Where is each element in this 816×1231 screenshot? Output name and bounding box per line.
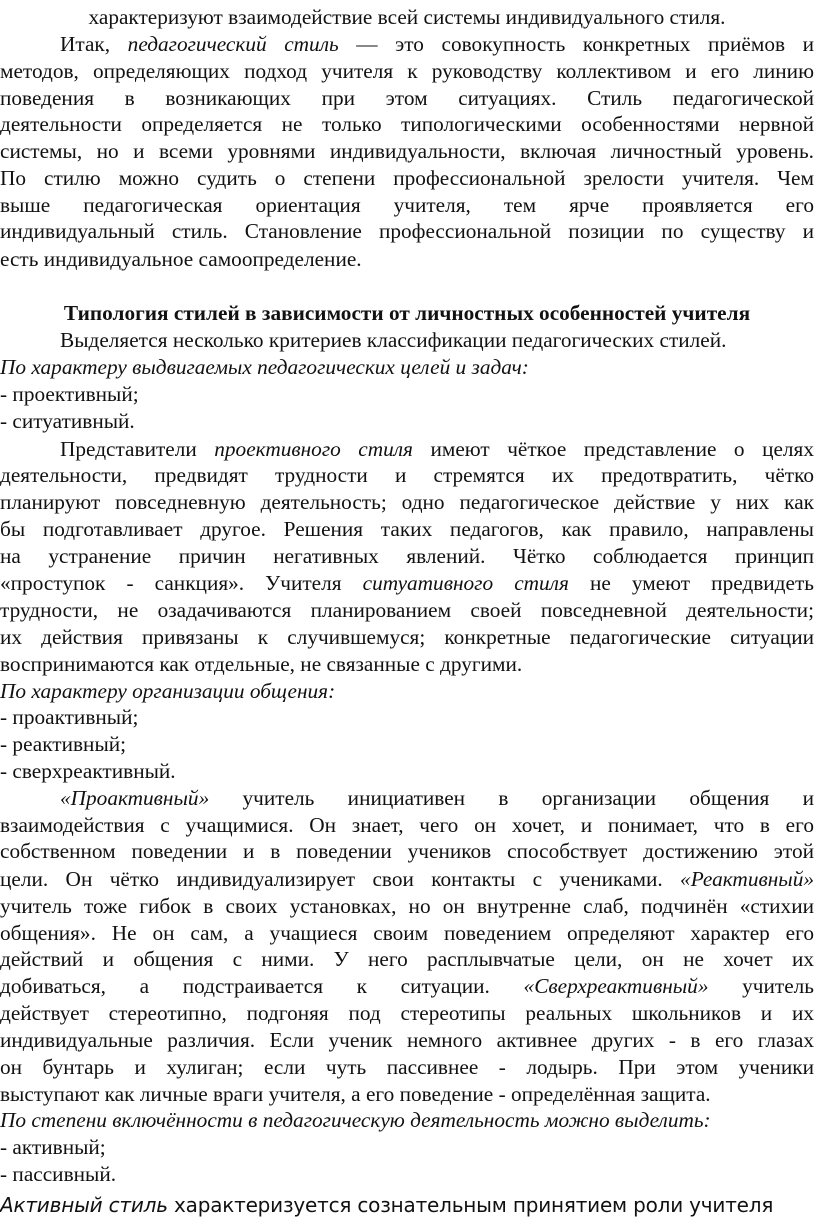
text-line xyxy=(0,543,814,570)
text-segment: учитель xyxy=(708,974,814,998)
text-line xyxy=(0,1134,814,1161)
italic-text-segment: По характеру организации общения: xyxy=(0,679,336,703)
text-line xyxy=(0,218,814,245)
text-segment: индивидуальные различия. Если ученик немного активнее других - в его глазах xyxy=(0,1028,814,1052)
text-line xyxy=(0,354,814,381)
text-line xyxy=(0,436,814,463)
italic-text-segment: По характеру выдвигаемых педагогических целей и задач: xyxy=(0,355,529,379)
text-segment: трудности, не озадачиваются планированием своей повседневной деятельности; xyxy=(0,598,814,622)
text-line xyxy=(0,893,814,920)
text-line xyxy=(0,408,814,435)
text-segment: не умеют предвидеть xyxy=(568,571,814,595)
text-segment: планируют повседневную деятельность; одно педагогическое действие у них как xyxy=(0,490,814,514)
text-line xyxy=(0,111,814,138)
text-line xyxy=(0,758,814,785)
text-segment: на устранение причин негативных явлений. Чётко соблюдается принцип xyxy=(0,544,814,568)
text-segment: собственном поведении и в поведении учеников способствует достижению этой xyxy=(0,839,814,863)
text-segment: деятельности, предвидят трудности и стремятся их предотвратить, чётко xyxy=(0,463,814,487)
text-segment: - сверхреактивный. xyxy=(0,759,176,783)
text-line xyxy=(0,946,814,973)
text-segment: бы подготавливает другое. Решения таких педагогов, как правило, направлены xyxy=(0,517,814,541)
italic-text-segment: проективного стиля xyxy=(214,437,413,461)
italic-text-segment: ситуативного стиля xyxy=(362,571,569,595)
text-segment: - реактивный; xyxy=(0,732,127,756)
text-line xyxy=(0,812,814,839)
text-segment: выступают как личные враги учителя, а его поведение - определённая защита. xyxy=(0,1082,711,1106)
text-line xyxy=(0,678,814,705)
text-line xyxy=(0,327,814,354)
text-segment: есть индивидуальное самоопределение. xyxy=(0,247,362,271)
text-segment: Представители xyxy=(60,437,215,461)
text-line xyxy=(0,85,814,112)
text-segment: действий и общения с ними. У него расплывчатые цели, он не хочет их xyxy=(0,947,814,971)
text-line xyxy=(0,4,814,31)
text-segment: индивидуальный стиль. Становление профессиональной позиции по существу и xyxy=(0,219,814,243)
text-line xyxy=(0,1107,814,1134)
text-line xyxy=(0,570,814,597)
text-segment: — это совокупность конкретных приёмов и xyxy=(338,32,815,56)
text-segment: он бунтарь и хулиган; если чуть пассивнее - лодырь. При этом ученики xyxy=(0,1055,814,1079)
text-line xyxy=(0,973,814,1000)
text-segment: учитель тоже гибок в своих установках, но он внутренне слаб, подчинён «стихии xyxy=(0,894,814,918)
text-line xyxy=(0,1054,814,1081)
text-segment: характеризуется сознательным принятием роли учителя xyxy=(167,1193,774,1217)
text-segment: деятельности определяется не только типологическими особенностями нервной xyxy=(0,112,814,136)
text-line xyxy=(0,1027,814,1054)
text-segment: поведения в возникающих при этом ситуациях. Стиль педагогической xyxy=(0,86,814,110)
text-segment: выше педагогическая ориентация учителя, тем ярче проявляется его xyxy=(0,193,814,217)
text-line xyxy=(0,462,814,489)
italic-text-segment: По степени включённости в педагогическую деятельность можно выделить: xyxy=(0,1108,711,1132)
italic-text-segment: «Реактивный» xyxy=(680,867,814,891)
text-segment: общения». Не он сам, а учащиеся своим поведением определяют характер его xyxy=(0,921,814,945)
text-segment: характеризуют взаимодействие всей системы индивидуального стиля. xyxy=(88,5,726,29)
text-segment: «проступок - санкция». Учителя xyxy=(0,571,363,595)
text-line xyxy=(0,1192,814,1219)
text-segment: имеют чёткое представление о целях xyxy=(412,437,815,461)
text-segment: воспринимаются как отдельные, не связанные с другими. xyxy=(0,652,523,676)
text-segment: - проективный; xyxy=(0,382,139,406)
text-segment: добиваться, а подстраивается к ситуации. xyxy=(0,974,524,998)
text-segment: Типология стилей в зависимости от личностных особенностей учителя xyxy=(63,301,751,325)
text-line xyxy=(0,192,814,219)
italic-text-segment: «Сверхреактивный» xyxy=(523,974,709,998)
text-line xyxy=(0,597,814,624)
italic-text-segment: «Проактивный» xyxy=(60,786,210,810)
text-line xyxy=(0,651,814,678)
text-segment: - пассивный. xyxy=(0,1162,117,1186)
text-line xyxy=(0,785,814,812)
text-line xyxy=(0,731,814,758)
text-line xyxy=(0,704,814,731)
text-line xyxy=(0,165,814,192)
text-line xyxy=(0,516,814,543)
text-segment: взаимодействия с учащимися. Он знает, чего он хочет, и понимает, что в его xyxy=(0,813,814,837)
text-line xyxy=(0,624,814,651)
text-segment: системы, но и всеми уровнями индивидуальности, включая личностный уровень. xyxy=(0,139,814,163)
italic-text-segment: педагогический стиль xyxy=(127,32,339,56)
text-line xyxy=(0,920,814,947)
text-segment: действует стереотипно, подгоняя под стереотипы реальных школьников и их xyxy=(0,1001,814,1025)
text-line xyxy=(0,58,814,85)
text-segment: - ситуативный. xyxy=(0,409,135,433)
text-segment: По стилю можно судить о степени профессиональной зрелости учителя. Чем xyxy=(0,166,814,190)
text-line xyxy=(0,1000,814,1027)
text-line xyxy=(0,866,814,893)
text-segment: методов, определяющих подход учителя к руководству коллективом и его линию xyxy=(0,59,814,83)
text-segment: - активный; xyxy=(0,1135,106,1159)
section-heading xyxy=(0,300,814,327)
text-line xyxy=(0,489,814,516)
text-segment: цели. Он чётко индивидуализирует свои контакты с учениками. xyxy=(0,867,681,891)
text-segment: - проактивный; xyxy=(0,705,139,729)
text-line xyxy=(0,31,814,58)
text-line xyxy=(0,381,814,408)
text-line xyxy=(0,1081,814,1108)
text-line xyxy=(0,246,814,273)
text-segment: учитель инициативен в организации общения и xyxy=(209,786,814,810)
text-segment: Выделяется несколько критериев классификации педагогических стилей. xyxy=(60,328,727,352)
text-segment: Итак, xyxy=(60,32,128,56)
text-segment: их действия привязаны к случившемуся; конкретные педагогические ситуации xyxy=(0,625,814,649)
blank-line xyxy=(0,272,814,299)
italic-text-segment: Активный стиль xyxy=(0,1193,168,1217)
text-line xyxy=(0,1161,814,1188)
text-line xyxy=(0,138,814,165)
text-line xyxy=(0,838,814,865)
